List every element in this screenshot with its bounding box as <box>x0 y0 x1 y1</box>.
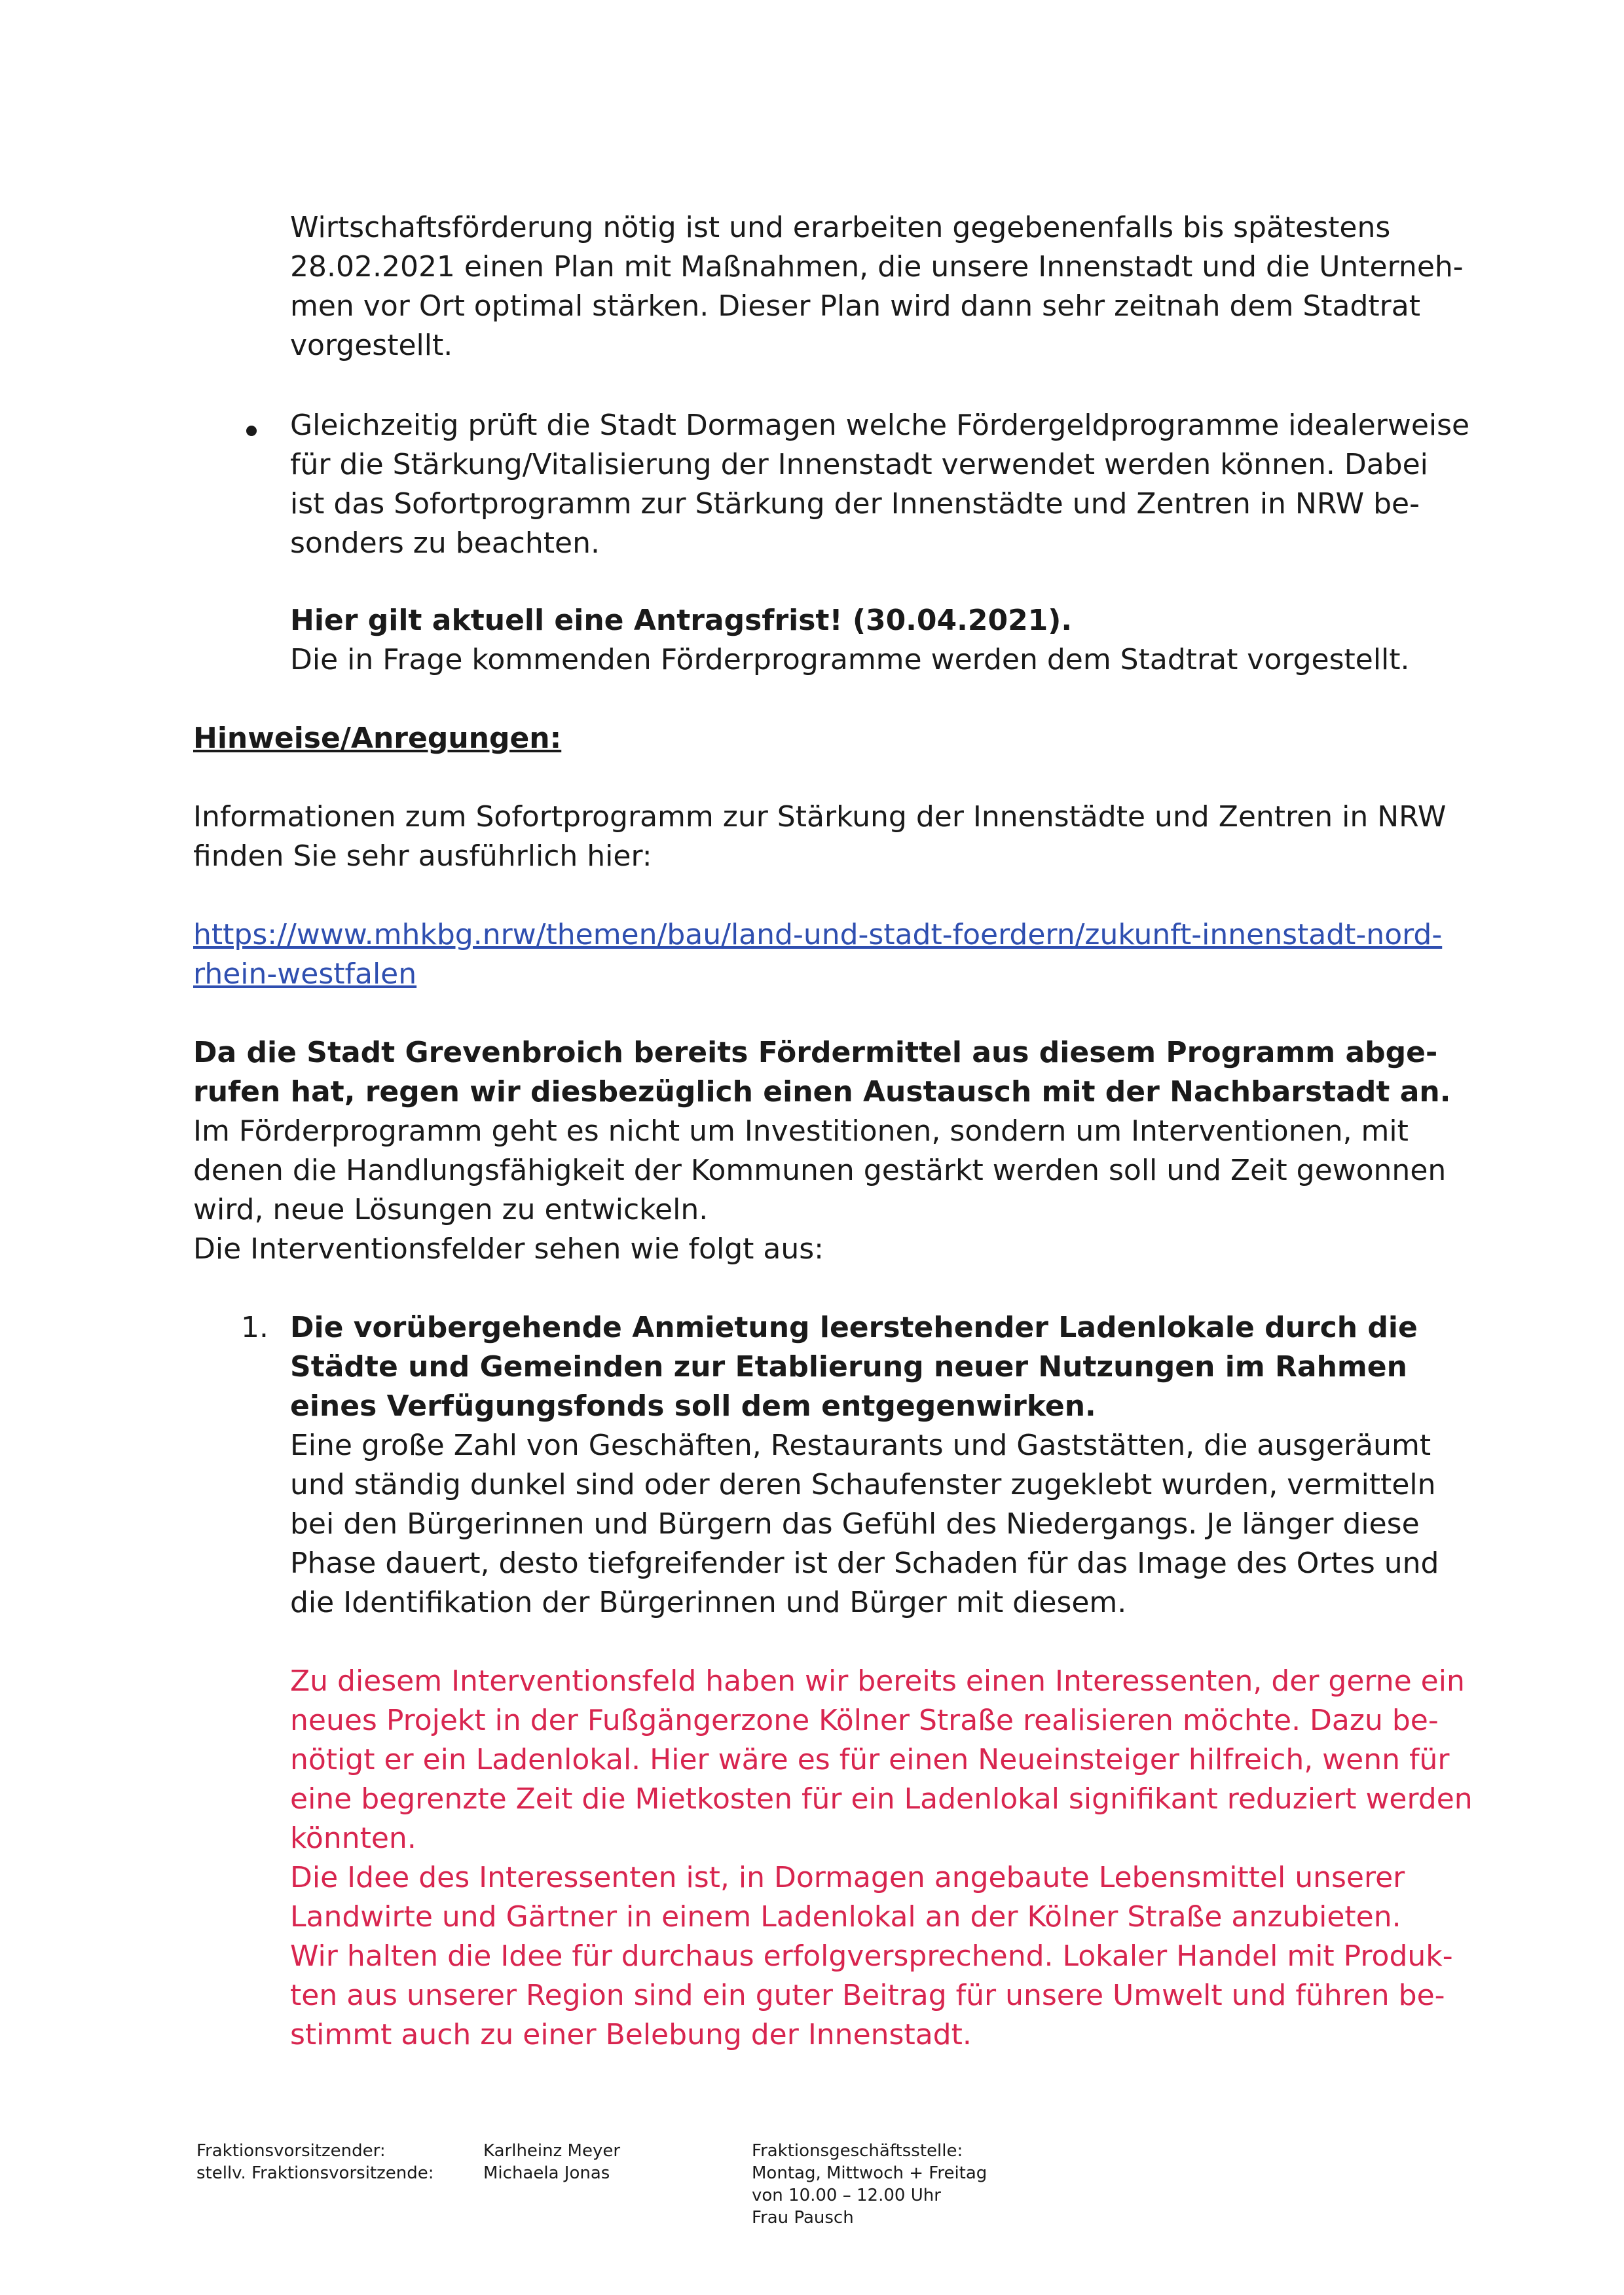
paragraph-grevenbroich <box>193 1033 1450 1269</box>
bold-text-line: Die vorübergehende Anmietung leerstehender Ladenlokale durch die <box>290 1311 1418 1344</box>
bold-text-line: Städte und Gemeinden zur Etablierung neuer Nutzungen im Rahmen <box>290 1350 1407 1384</box>
red-text-line: Landwirte und Gärtner in einem Ladenlokal an der Kölner Straße anzubieten. <box>290 1900 1401 1934</box>
bold-text-line: Da die Stadt Grevenbroich bereits Fördermittel aus diesem Programm abge- <box>193 1036 1438 1069</box>
footer-label: stellv. Fraktionsvorsitzende: <box>196 2163 434 2183</box>
list-number: 1. <box>241 1311 268 1344</box>
hyperlink-mhkbg[interactable] <box>193 915 1442 994</box>
footer-office <box>752 2140 987 2229</box>
bullet-point-icon <box>246 426 257 436</box>
text-line: bei den Bürgerinnen und Bürgern das Gefühl des Niedergangs. Je länger diese <box>290 1507 1420 1541</box>
annotation-red-interessent <box>290 1662 1473 2055</box>
footer-office-line: Fraktionsgeschäftsstelle: <box>752 2141 963 2161</box>
text-line: Die Interventionsfelder sehen wie folgt aus: <box>193 1232 824 1266</box>
text-line: und ständig dunkel sind oder deren Schaufenster zugeklebt wurden, vermitteln <box>290 1468 1436 1501</box>
footer-office-line: Frau Pausch <box>752 2208 854 2228</box>
footer-name: Michaela Jonas <box>483 2163 610 2183</box>
section-heading-hinweise: Hinweise/Anregungen: <box>193 722 562 755</box>
paragraph-wirtschaftsfoerderung <box>290 208 1464 365</box>
deadline-bold: Hier gilt aktuell eine Antragsfrist! (30.04.2021). <box>290 604 1073 637</box>
text-line: Im Förderprogramm geht es nicht um Investitionen, sondern um Interventionen, mit <box>193 1114 1409 1148</box>
list-item-anmietung <box>290 1308 1439 1623</box>
text-line: Gleichzeitig prüft die Stadt Dormagen welche Fördergeldprogramme idealerweise <box>290 409 1470 442</box>
text-line: Eine große Zahl von Geschäften, Restaurants und Gaststätten, die ausgeräumt <box>290 1429 1431 1462</box>
red-text-line: eine begrenzte Zeit die Mietkosten für ein Ladenlokal signifikant reduziert werden <box>290 1782 1473 1816</box>
deadline-block <box>290 601 1410 680</box>
footer-label: Fraktionsvorsitzender: <box>196 2141 386 2161</box>
red-text-line: Wir halten die Idee für durchaus erfolgversprechend. Lokaler Handel mit Produk- <box>290 1939 1453 1973</box>
red-text-line: stimmt auch zu einer Belebung der Innenstadt. <box>290 2018 972 2051</box>
text-line: Phase dauert, desto tiefgreifender ist der Schaden für das Image des Ortes und <box>290 1547 1439 1580</box>
hyperlink-line[interactable]: rhein-westfalen <box>193 957 417 991</box>
text-line: Informationen zum Sofortprogramm zur Stärkung der Innenstädte und Zentren in NRW <box>193 800 1447 834</box>
text-line: men vor Ort optimal stärken. Dieser Plan wird dann sehr zeitnah dem Stadtrat <box>290 289 1420 323</box>
text-line: für die Stärkung/Vitalisierung der Innenstadt verwendet werden können. Dabei <box>290 448 1428 481</box>
red-text-line: ten aus unserer Region sind ein guter Beitrag für unsere Umwelt und führen be- <box>290 1979 1445 2012</box>
text-line: finden Sie sehr ausführlich hier: <box>193 839 652 873</box>
footer-office-line: von 10.00 – 12.00 Uhr <box>752 2186 941 2205</box>
footer-office-line: Montag, Mittwoch + Freitag <box>752 2163 987 2183</box>
text-line: 28.02.2021 einen Plan mit Maßnahmen, die unsere Innenstadt und die Unterneh- <box>290 250 1464 284</box>
text-line: vorgestellt. <box>290 329 453 362</box>
paragraph-informationen <box>193 798 1446 876</box>
bullet-paragraph-foerderprogramme <box>290 406 1469 563</box>
text-line: sonders zu beachten. <box>290 526 600 560</box>
footer-labels <box>196 2140 434 2184</box>
deadline-note: Die in Frage kommenden Förderprogramme werden dem Stadtrat vorgestellt. <box>290 643 1410 676</box>
hyperlink-line[interactable]: https://www.mhkbg.nrw/themen/bau/land-und-stadt-foerdern/zukunft-innenstadt-nord- <box>193 918 1443 951</box>
red-text-line: neues Projekt in der Fußgängerzone Kölner Straße realisieren möchte. Dazu be- <box>290 1704 1439 1737</box>
footer-name: Karlheinz Meyer <box>483 2141 621 2161</box>
bold-text-line: eines Verfügungsfonds soll dem entgegenwirken. <box>290 1389 1096 1423</box>
text-line: ist das Sofortprogramm zur Stärkung der Innenstädte und Zentren in NRW be- <box>290 487 1420 521</box>
red-text-line: Zu diesem Interventionsfeld haben wir bereits einen Interessenten, der gerne ein <box>290 1664 1465 1698</box>
bold-text-line: rufen hat, regen wir diesbezüglich einen Austausch mit der Nachbarstadt an. <box>193 1075 1451 1109</box>
footer-names <box>483 2140 620 2184</box>
text-line: denen die Handlungsfähigkeit der Kommunen gestärkt werden soll und Zeit gewonnen <box>193 1154 1447 1187</box>
red-text-line: Die Idee des Interessenten ist, in Dormagen angebaute Lebensmittel unserer <box>290 1861 1405 1894</box>
text-line: wird, neue Lösungen zu entwickeln. <box>193 1193 709 1226</box>
red-text-line: könnten. <box>290 1822 416 1855</box>
red-text-line: nötigt er ein Ladenlokal. Hier wäre es für einen Neueinsteiger hilfreich, wenn für <box>290 1743 1450 1776</box>
text-line: die Identifikation der Bürgerinnen und Bürger mit diesem. <box>290 1586 1127 1619</box>
text-line: Wirtschaftsförderung nötig ist und erarbeiten gegebenenfalls bis spätestens <box>290 211 1391 244</box>
